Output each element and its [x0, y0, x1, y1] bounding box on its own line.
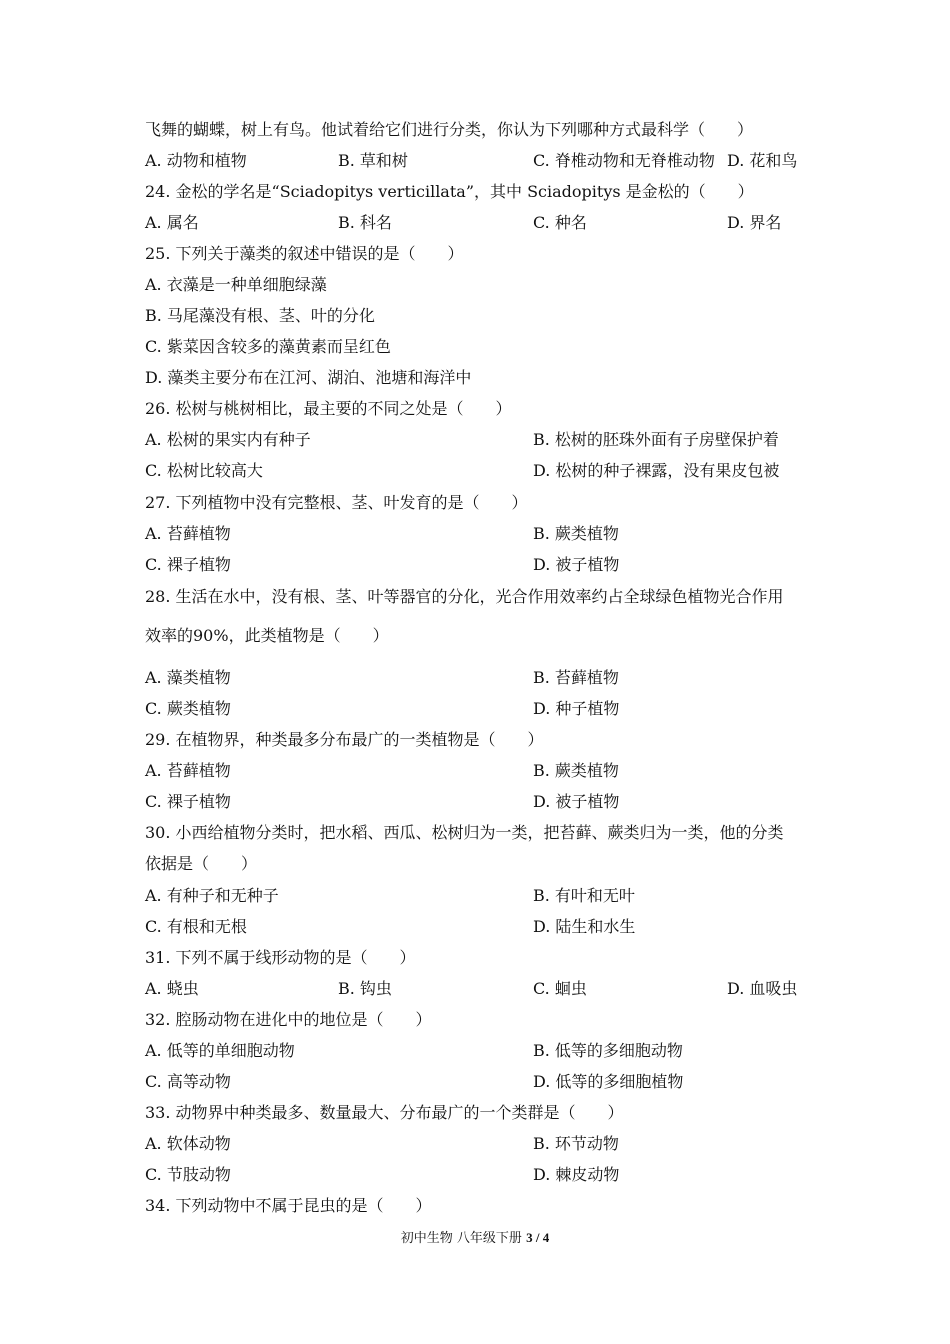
answer-option: A. 动物和植物: [145, 151, 247, 170]
answer-option: D. 界名: [727, 213, 782, 232]
answer-option: D. 陆生和水生: [533, 917, 636, 936]
answer-option: C. 松树比较高大: [145, 461, 263, 480]
answer-option: D. 低等的多细胞植物: [533, 1072, 684, 1091]
answer-option: B. 苔藓植物: [533, 668, 619, 687]
question-stem: 32. 腔肠动物在进化中的地位是（ ）: [145, 1010, 432, 1029]
answer-option: D. 棘皮动物: [533, 1165, 620, 1184]
page-number: 3 / 4: [526, 1230, 550, 1245]
answer-option: B. 蕨类植物: [533, 524, 619, 543]
answer-option: C. 裸子植物: [145, 792, 231, 811]
answer-option: B. 草和树: [338, 151, 408, 170]
footer-subject: 初中生物 八年级下册: [400, 1231, 522, 1246]
question-stem: 27. 下列植物中没有完整根、茎、叶发育的是（ ）: [145, 493, 528, 512]
answer-option: A. 软体动物: [145, 1134, 231, 1153]
answer-option: B. 低等的多细胞动物: [533, 1041, 683, 1060]
text-line: 效率的90%，此类植物是（ ）: [145, 626, 389, 645]
text-line: C. 紫菜因含较多的藻黄素而呈红色: [145, 337, 391, 356]
question-stem: 25. 下列关于藻类的叙述中错误的是（ ）: [145, 244, 464, 263]
answer-option: C. 蛔虫: [533, 979, 587, 998]
question-stem: 26. 松树与桃树相比，最主要的不同之处是（ ）: [145, 399, 512, 418]
answer-option: C. 种名: [533, 213, 587, 232]
answer-option: B. 有叶和无叶: [533, 886, 635, 905]
page-footer: [0, 1227, 950, 1246]
question-stem: 33. 动物界中种类最多、数量最大、分布最广的一个类群是（ ）: [145, 1103, 624, 1122]
answer-option: D. 被子植物: [533, 555, 620, 574]
question-stem: 29. 在植物界，种类最多分布最广的一类植物是（ ）: [145, 730, 544, 749]
answer-option: C. 裸子植物: [145, 555, 231, 574]
answer-option: A. 苔藓植物: [145, 524, 231, 543]
text-line: A. 衣藻是一种单细胞绿藻: [145, 275, 327, 294]
answer-option: C. 节肢动物: [145, 1165, 231, 1184]
answer-option: A. 蛲虫: [145, 979, 199, 998]
question-stem: 30. 小西给植物分类时，把水稻、西瓜、松树归为一类，把苔藓、蕨类归为一类，他的分类: [145, 823, 784, 842]
question-stem: 24. 金松的学名是“Sciadopitys verticillata”，其中 Sciadopitys 是金松的（ ）: [145, 182, 754, 201]
answer-option: B. 蕨类植物: [533, 761, 619, 780]
answer-option: D. 花和鸟: [727, 151, 798, 170]
answer-option: B. 松树的胚珠外面有子房壁保护着: [533, 430, 779, 449]
question-stem: 28. 生活在水中，没有根、茎、叶等器官的分化，光合作用效率约占全球绿色植物光合作用: [145, 587, 784, 606]
answer-option: A. 藻类植物: [145, 668, 231, 687]
question-stem: 34. 下列动物中不属于昆虫的是（ ）: [145, 1196, 432, 1215]
answer-option: C. 有根和无根: [145, 917, 247, 936]
answer-option: D. 被子植物: [533, 792, 620, 811]
answer-option: A. 苔藓植物: [145, 761, 231, 780]
text-line: 依据是（ ）: [145, 854, 258, 873]
answer-option: B. 科名: [338, 213, 392, 232]
answer-option: D. 血吸虫: [727, 979, 798, 998]
question-stem: 31. 下列不属于线形动物的是（ ）: [145, 948, 416, 967]
answer-option: D. 松树的种子裸露，没有果皮包被: [533, 461, 780, 480]
answer-option: A. 松树的果实内有种子: [145, 430, 311, 449]
answer-option: C. 高等动物: [145, 1072, 231, 1091]
answer-option: D. 种子植物: [533, 699, 620, 718]
answer-option: A. 有种子和无种子: [145, 886, 279, 905]
text-line: B. 马尾藻没有根、茎、叶的分化: [145, 306, 375, 325]
answer-option: B. 环节动物: [533, 1134, 619, 1153]
answer-option: C. 蕨类植物: [145, 699, 231, 718]
text-line: D. 藻类主要分布在江河、湖泊、池塘和海洋中: [145, 368, 472, 387]
text-line: 飞舞的蝴蝶，树上有鸟。他试着给它们进行分类，你认为下列哪种方式最科学（ ）: [145, 120, 754, 139]
answer-option: C. 脊椎动物和无脊椎动物: [533, 151, 715, 170]
answer-option: A. 属名: [145, 213, 199, 232]
answer-option: A. 低等的单细胞动物: [145, 1041, 295, 1060]
answer-option: B. 钩虫: [338, 979, 392, 998]
